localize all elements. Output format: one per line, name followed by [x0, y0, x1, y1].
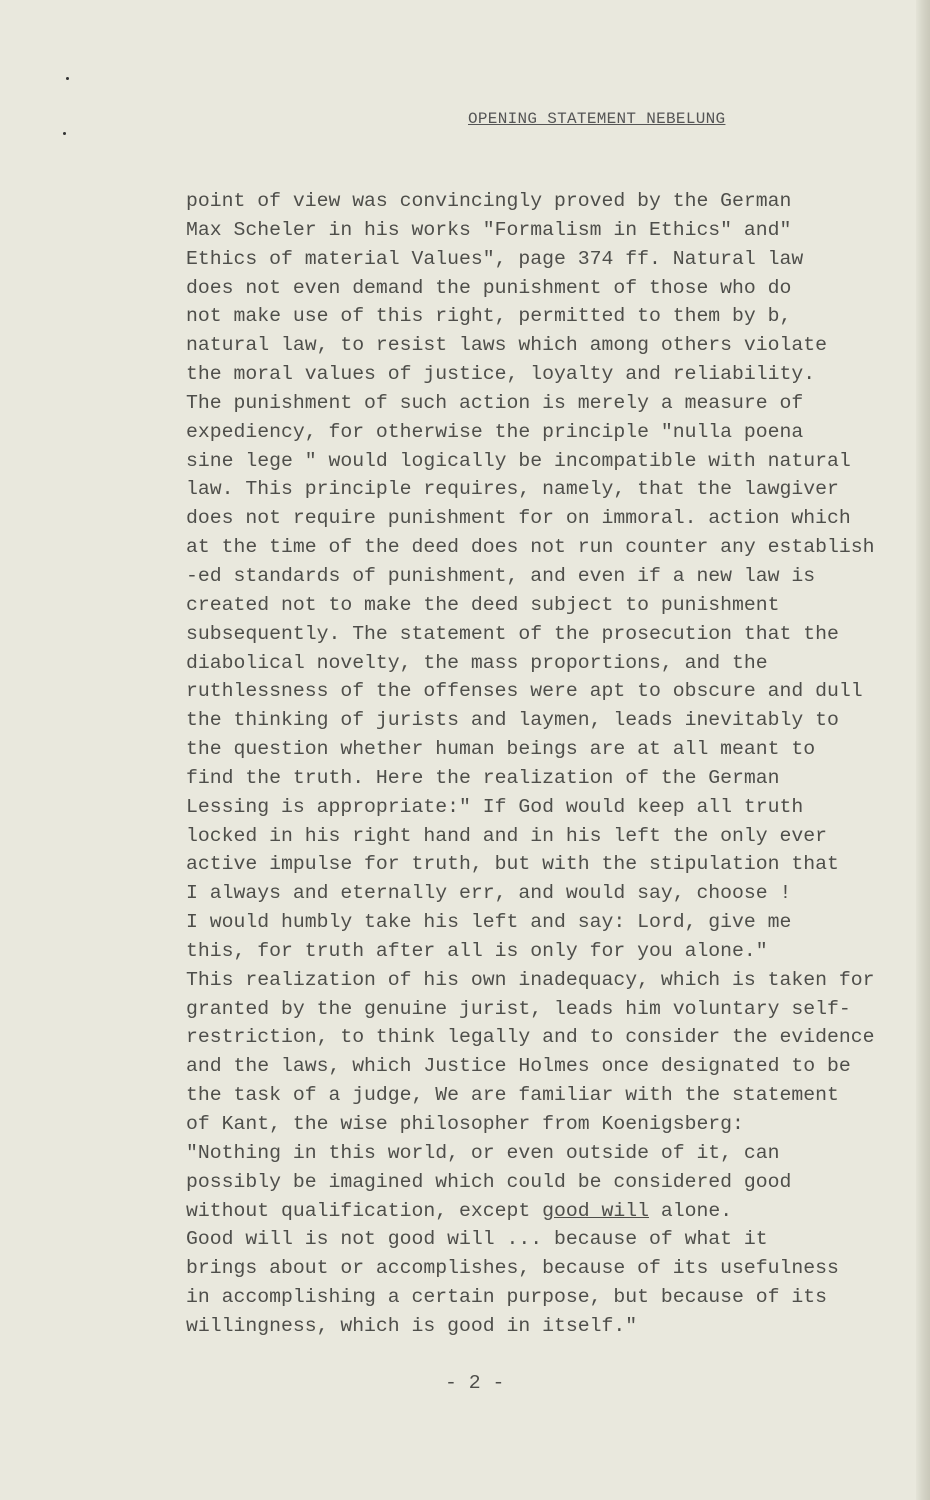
text-line: this, for truth after all is only for you alone." [186, 939, 768, 962]
text-line: of Kant, the wise philosopher from Koenigsberg: [186, 1113, 744, 1135]
text-line: at the time of the deed does not run counter any establish [186, 536, 875, 559]
text-line: granted by the genuine jurist, leads him voluntary self- [186, 997, 851, 1020]
text-line: diabolical novelty, the mass proportions, and the [186, 651, 768, 674]
document-header: OPENING STATEMENT NEBELUNG [468, 110, 726, 128]
text-line: the thinking of jurists and laymen, leads inevitably to [186, 709, 839, 732]
text-line: Max Scheler in his works "Formalism in Ethics" and" [186, 218, 792, 241]
text-line: I would humbly take his left and say: Lord, give me [186, 911, 792, 934]
text-line: the question whether human beings are at all meant to [186, 738, 816, 761]
text-line: the task of a judge, We are familiar with the statement [186, 1084, 839, 1107]
text-line: law. This principle requires, namely, that the lawgiver [186, 478, 839, 501]
text-line: The punishment of such action is merely a measure of [186, 391, 804, 414]
underlined-phrase: good will [542, 1199, 649, 1222]
text-line: does not even demand the punishment of those who do [186, 276, 792, 299]
text-line: expediency, for otherwise the principle "nulla poena [186, 420, 804, 443]
text-line: I always and eternally err, and would say, choose ! [186, 882, 792, 905]
paper-speck [63, 132, 66, 135]
text-segment: alone. [648, 1199, 733, 1222]
text-line: point of view was convincingly proved by the German [186, 190, 792, 212]
paper-speck [66, 77, 69, 80]
text-segment: without qualification, except [186, 1199, 543, 1222]
text-line: locked in his right hand and in his left the only ever [186, 824, 828, 847]
text-line: subsequently. The statement of the prosecution that the [186, 622, 839, 645]
text-line: find the truth. Here the realization of the German [186, 766, 780, 789]
text-line: does not require punishment for on immoral. action which [186, 507, 851, 530]
text-line: and the laws, which Justice Holmes once designated to be [186, 1055, 851, 1078]
text-line: created not to make the deed subject to punishment [186, 593, 780, 616]
text-line: brings about or accomplishes, because of its usefulness [186, 1257, 839, 1280]
text-line-with-underline [186, 1197, 906, 1226]
text-line: active impulse for truth, but with the stipulation that [186, 853, 839, 876]
text-line: possibly be imagined which could be considered good [186, 1170, 792, 1193]
text-line: Lessing is appropriate:" If God would keep all truth [186, 795, 804, 818]
text-line: restriction, to think legally and to consider the evidence [186, 1026, 875, 1049]
text-line: "Nothing in this world, or even outside of it, can [186, 1141, 780, 1164]
text-line: -ed standards of punishment, and even if a new law is [186, 564, 816, 587]
text-line: ruthlessness of the offenses were apt to obscure and dull [186, 680, 863, 703]
text-line: willingness, which is good in itself." [186, 1314, 638, 1337]
text-line: sine lege " would logically be incompatible with natural [186, 449, 851, 472]
document-body [186, 187, 906, 1341]
page-number: - 2 - [445, 1372, 505, 1394]
page-edge-shadow [916, 0, 930, 1500]
text-line: Good will is not good will ... because of what it [186, 1228, 768, 1251]
text-line: natural law, to resist laws which among others violate [186, 334, 828, 357]
text-line: the moral values of justice, loyalty and reliability. [186, 363, 816, 386]
text-line: not make use of this right, permitted to them by b, [186, 305, 792, 328]
text-line: This realization of his own inadequacy, which is taken for [186, 968, 875, 991]
text-line: Ethics of material Values", page 374 ff. Natural law [186, 247, 804, 270]
text-line: in accomplishing a certain purpose, but because of its [186, 1286, 828, 1309]
